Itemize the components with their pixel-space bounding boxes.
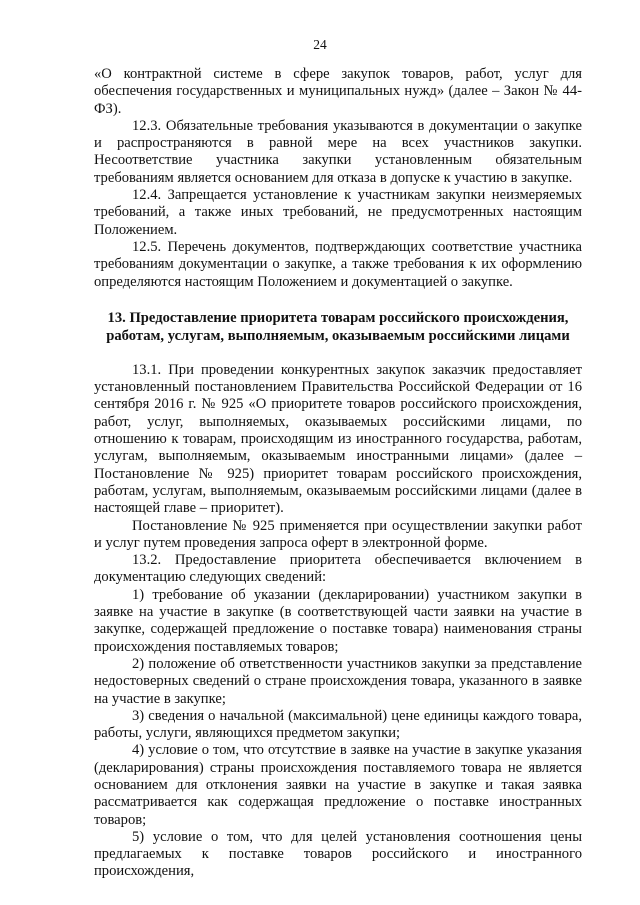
list-item-13-2-5: 5) условие о том, что для целей установления соотношения цены предлагаемых к поставке товаров российского и иностранного происхождения,: [94, 828, 582, 880]
paragraph-12-5: 12.5. Перечень документов, подтверждающих соответствие участника требованиям документации о закупке, а также требования к их оформлению определяются настоящим Положением и документацией о закупке.: [94, 238, 582, 290]
list-item-13-2-3: 3) сведения о начальной (максимальной) цене единицы каждого товара, работы, услуги, являющихся предметом закупки;: [94, 707, 582, 742]
paragraph-13-1-resolution-scope: Постановление № 925 применяется при осуществлении закупки работ и услуг путем проведения запроса оферт в электронной форме.: [94, 517, 582, 551]
page-number: 24: [313, 37, 327, 52]
paragraph-13-2: 13.2. Предоставление приоритета обеспечивается включением в документацию следующих сведений:: [94, 552, 582, 586]
paragraph-law-name-continuation: «О контрактной системе в сфере закупок товаров, работ, услуг для обеспечения государственных и муниципальных нужд» (далее – Закон № 44-ФЗ).: [94, 66, 582, 117]
list-item-13-2-2: 2) положение об ответственности участников закупки за представление недостоверных сведений о стране происхождения товара, указанного в заявке на участие в закупке;: [94, 655, 582, 707]
paragraph-13-1: 13.1. При проведении конкурентных закупок заказчик предоставляет установленный постановлением Правительства Российской Федерации от 16 сентября 2016 г. № 925 «О приоритете товаров российского происхождения, работ, услуг, выполняемых, оказываемых российскими лицами, по отношению к товарам, происходящим из иностранного государства, работам, услугам, выполняемым, оказываемым иностранными лицами» (далее – Постановление № 925) приоритет товарам российского происхождения, работам, услугам, выполняемым, оказываемым российскими лицами (далее в настоящей главе – приоритет).: [94, 361, 582, 517]
list-item-13-2-1: 1) требование об указании (декларировании) участником закупки в заявке на участие в закупке (в соответствующей части заявки на участие в закупке, содержащей предложение о поставке товара) наименования страны происхождения поставляемых товаров;: [94, 586, 582, 655]
paragraph-12-3: 12.3. Обязательные требования указываются в документации о закупке и распространяются в равной мере на всех участников закупки. Несоответствие участника закупки установленным обязательным требованиям является основанием для отказа в допуске к участию в закупке.: [94, 117, 582, 186]
section-13-heading: 13. Предоставление приоритета товарам российского происхождения, работам, услугам, выполняемым, оказываемым российскими лицами: [106, 309, 570, 345]
list-item-13-2-4: 4) условие о том, что отсутствие в заявке на участие в закупке указания (декларирования) страны происхождения поставляемого товара не является основанием для отклонения заявки на участие в закупке и такая заявка рассматривается как содержащая предложение о поставке иностранных товаров;: [94, 742, 582, 828]
paragraph-12-4: 12.4. Запрещается установление к участникам закупки неизмеряемых требований, а также иных требований, не предусмотренных настоящим Положением.: [94, 187, 582, 238]
document-body: [94, 66, 582, 881]
